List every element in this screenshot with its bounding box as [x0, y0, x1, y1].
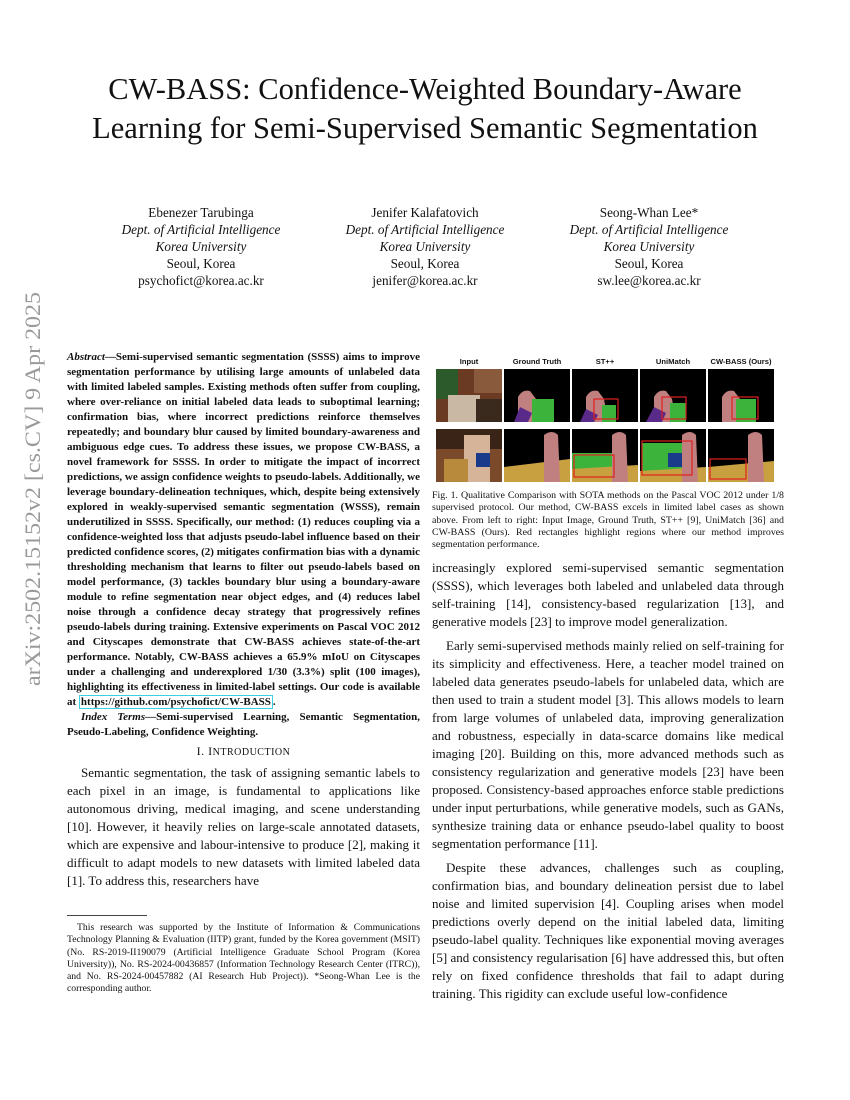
footnote-rule	[67, 915, 147, 916]
author-dept: Dept. of Artificial Intelligence	[121, 222, 281, 237]
section-heading	[67, 744, 420, 759]
author-univ: Korea University	[379, 239, 471, 254]
author-city: Seoul, Korea	[390, 256, 460, 271]
paragraph: Despite these advances, challenges such as coupling, confirmation bias, and boundary delineation persist due to label noise and limited supervision [4]. Coupling arises when model predictions overly depend on the initial labeled data, limiting pseudo-label quality. Techniques like exponential moving averages [5] and consistency regularisation [6] have addressed this, but often rely on fixed confidence thresholds that fail to adapt during training. This rigidity can exclude useful low-confidence	[432, 860, 784, 1001]
figure-caption: Fig. 1. Qualitative Comparison with SOTA methods on the Pascal VOC 2012 under 1/8 supervised protocol. Our method, CW-BASS excels in limited label cases as shown above. From left to right: Input Image, Ground Truth, ST++ [9], UniMatch [36] and CW-BASS (Ours). Red rectangles highlight regions where our method improves segmentation performance.	[432, 490, 784, 551]
arxiv-stamp-text: arXiv:2502.15152v2 [cs.CV] 9 Apr 2025	[20, 324, 45, 686]
st-pp-1	[572, 369, 638, 422]
code-link[interactable]: https://github.com/psychofict/CW-BASS	[80, 696, 271, 708]
paragraph: increasingly explored semi-supervised semantic segmentation (SSSS), which leverages both labeled and unlabeled data through self-training [14], consistency-based regularization [13], and generative models [23] to improve model generalization.	[432, 560, 784, 629]
figure-1	[436, 357, 786, 485]
figure-col-label: Input	[459, 357, 479, 366]
unimatch-2	[640, 429, 706, 482]
figure-col-label: Ground Truth	[512, 357, 562, 366]
input-image-2	[436, 429, 502, 482]
author-city: Seoul, Korea	[166, 256, 236, 271]
ground-truth-2	[504, 429, 570, 482]
arxiv-stamp	[18, 292, 48, 692]
abstract-end: .	[272, 696, 276, 708]
author-name: Seong-Whan Lee*	[599, 205, 699, 220]
figure-col-label: CW-BASS (Ours)	[710, 357, 772, 366]
author-email: sw.lee@korea.ac.kr	[597, 273, 701, 288]
abstract	[67, 350, 420, 740]
input-image-1	[436, 369, 502, 422]
ground-truth-1	[504, 369, 570, 422]
author-dept: Dept. of Artificial Intelligence	[345, 222, 505, 237]
author-name: Ebenezer Tarubinga	[148, 205, 254, 220]
author-block-2	[310, 204, 540, 289]
figure-col-label: UniMatch	[655, 357, 691, 366]
right-column-body	[432, 559, 784, 1009]
unimatch-1	[640, 369, 706, 422]
author-city: Seoul, Korea	[614, 256, 684, 271]
abstract-text: —Semi-supervised semantic segmentation (SSSS) aims to improve segmentation performance by utilising large amounts of unlabeled data with limited labeled samples. Existing methods often suffer from coupling, where over-reliance on initial labeled data leads to suboptimal learning; confirmation bias, where incorrect predictions reinforce themselves repeatedly; and boundary blur caused by limited boundary-awareness and ambiguous edge cues. To address these issues, we propose CW-BASS, a novel framework for SSSS. In order to mitigate the impact of incorrect predictions, we assign confidence weights to pseudo-labels. Additionally, we leverage boundary-delineation techniques, which, despite being extensively explored in weakly-supervised semantic segmentation (WSSS), remain underutilized in SSSS. Specifically, our method: (1) reduces coupling via a confidence-weighted loss that adjusts pseudo-label influence based on their predicted confidence scores, (2) mitigates confirmation bias with a dynamic thresholding mechanism that learns to filter out pseudo-labels based on model performance, (3) tackles boundary blur using a boundary-aware module to refine segmentation near object edges, and (4) reduces label noise through a confidence decay strategy that progressively refines pseudo-labels during training. Extensive experiments on Pascal VOC 2012 and Cityscapes demonstrate that CW-BASS achieves state-of-the-art performance. Notably, CW-BASS achieves a 65.9% mIoU on Cityscapes under a challenging and underexplored 1/30 (3.3%) split (100 images), highlighting its effectiveness in limited-label settings. Our code is available at	[67, 351, 420, 708]
author-name: Jenifer Kalafatovich	[371, 205, 479, 220]
section-number: I.	[196, 744, 209, 758]
index-terms-lead: Index Terms	[81, 711, 146, 723]
cw-bass-1	[708, 369, 774, 422]
section-title-first: I	[208, 744, 213, 758]
st-pp-2	[572, 429, 638, 482]
author-dept: Dept. of Artificial Intelligence	[569, 222, 729, 237]
figure-panels	[436, 369, 776, 485]
author-email: jenifer@korea.ac.kr	[372, 273, 478, 288]
paper-title: CW-BASS: Confidence-Weighted Boundary-Aware Learning for Semi-Supervised Semantic Segmentation	[92, 72, 758, 145]
author-univ: Korea University	[155, 239, 247, 254]
footnote: This research was supported by the Institute of Information & Communications Technology Planning & Evaluation (IITP) grant, funded by the Korea government (MSIT) (No. RS-2019-II190079 (Artificial Intelligence Graduate School Program (Korea University)), No. RS-2024-00436857 (Information Technology Research Center (ITRC)), and No. RS-2024-00457882 (AI Research Hub Project)). *Seong-Whan Lee is the corresponding author.	[67, 922, 420, 995]
index-terms-text: —Semi-supervised Learning, Semantic Segmentation, Pseudo-Labeling, Confidence Weighting.	[67, 711, 420, 738]
index-terms	[67, 710, 420, 740]
author-block-1	[86, 204, 316, 289]
paragraph: Early semi-supervised methods mainly relied on self-training for its simplicity and effectiveness. Here, a teacher model trained on labeled data generates pseudo-labels for unlabeled data, which are then used to train a student model [3]. This allows models to learn from large volumes of unlabeled data, improving generalization and robustness, especially in data-scarce domains like medical imaging [20]. Building on this, more advanced methods such as consistency regularization and generative models [23] have been proposed. Consistency-based approaches enforce stable predictions under input perturbations, while generative models, such as GANs, synthesize training data or enhance pseudo-label quality to boost segmentation performance [11].	[432, 638, 784, 851]
abstract-lead: Abstract	[67, 351, 105, 363]
cw-bass-2	[708, 429, 774, 482]
section-title-rest: NTRODUCTION	[212, 747, 291, 758]
intro-paragraph: Semantic segmentation, the task of assigning semantic labels to each pixel in an image, is fundamental to applications like autonomous driving, medical imaging, and scene understanding [10]. However, it heavily relies on large-scale annotated datasets, which are expensive and labour-intensive to produce [2], making it difficult to adapt models to new datasets with limited labeled data [1]. To address this, researchers have	[67, 765, 420, 888]
author-block-3	[534, 204, 764, 289]
author-email: psychofict@korea.ac.kr	[138, 273, 264, 288]
author-univ: Korea University	[603, 239, 695, 254]
figure-col-label: ST++	[595, 357, 615, 366]
